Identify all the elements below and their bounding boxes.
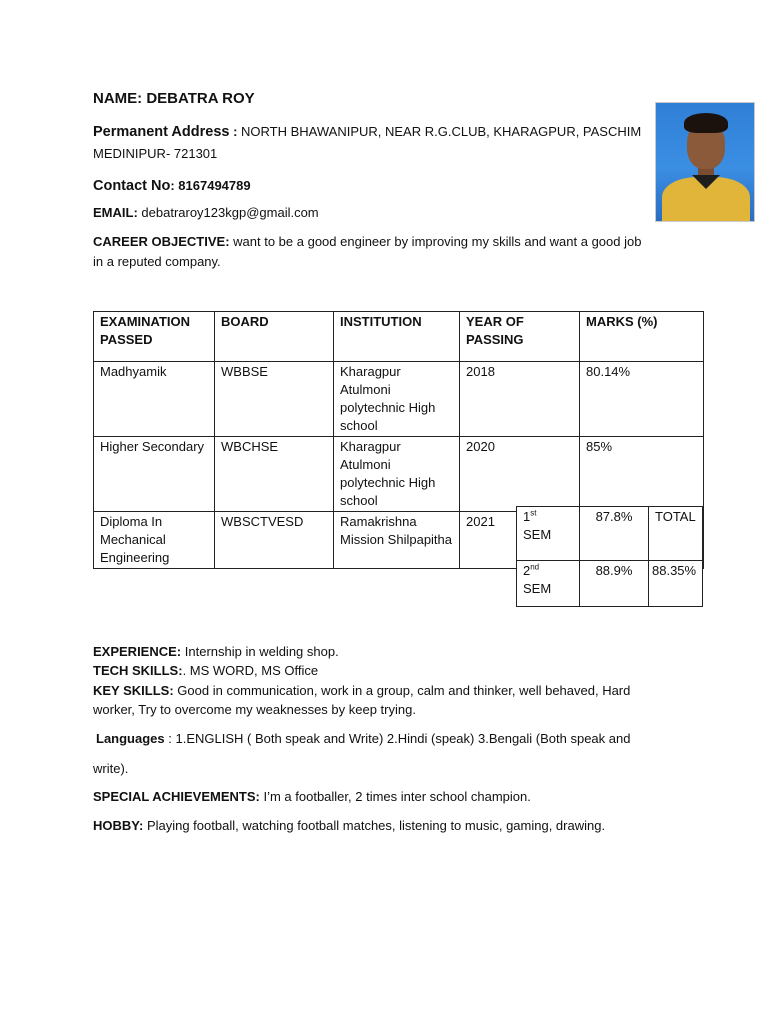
career-line-1	[93, 232, 641, 251]
tech-label: TECH SKILLS:	[93, 663, 183, 678]
contact-line	[93, 176, 251, 196]
address-line1: NORTH BHAWANIPUR, NEAR R.G.CLUB, KHARAGPUR, PASCHIM	[241, 124, 642, 139]
sem2-label-cell	[516, 560, 580, 607]
sem2-marks: 88.9%	[595, 563, 633, 578]
header-marks: MARKS (%)	[580, 312, 704, 362]
experience-value: Internship in welding shop.	[184, 644, 339, 659]
special-label: SPECIAL ACHIEVEMENTS:	[93, 789, 260, 804]
cell-marks: 85%	[580, 437, 704, 512]
sem2-marks-cell	[579, 560, 649, 607]
header-board: BOARD	[215, 312, 334, 362]
cell-board: WBSCTVESD	[215, 512, 334, 569]
cell-board: WBBSE	[215, 362, 334, 437]
cell-year: 2020	[460, 437, 580, 512]
address-label: Permanent Address	[93, 124, 230, 140]
career-line-2: in a reputed company.	[93, 254, 221, 269]
name-label: NAME:	[93, 90, 143, 107]
contact-value: 8167494789	[178, 178, 251, 193]
address-line-2: MEDINIPUR- 721301	[93, 146, 218, 161]
special-value: I’m a footballer, 2 times inter school champion.	[263, 789, 531, 804]
email-value: debatraroy123kgp@gmail.com	[141, 205, 319, 220]
cell-institution: Ramakrishna Mission Shilpapitha	[334, 512, 460, 569]
cell-exam: Madhyamik	[94, 362, 215, 437]
sem2-sem: SEM	[523, 581, 552, 596]
photo-hair	[684, 113, 728, 133]
hobby-label: HOBBY:	[93, 818, 144, 833]
hobby-value: Playing football, watching football matches, listening to music, gaming, drawing.	[146, 818, 606, 833]
sem1-marks-cell	[579, 506, 649, 561]
cell-marks: 80.14%	[580, 362, 704, 437]
tech-value: . MS WORD, MS Office	[182, 663, 319, 678]
key-skills-text-1: Good in communication, work in a group, calm and thinker, well behaved, Hard	[177, 683, 631, 698]
header-year: YEAR OF PASSING	[460, 312, 580, 362]
sem1-num: 1	[523, 509, 531, 524]
languages-line-2: write).	[93, 761, 129, 776]
special-line	[93, 787, 531, 806]
contact-label: Contact No	[93, 178, 171, 194]
name-line	[93, 89, 255, 109]
sem1-label-cell	[516, 506, 580, 561]
cell-board: WBCHSE	[215, 437, 334, 512]
cell-exam: Higher Secondary	[94, 437, 215, 512]
name-value: DEBATRA ROY	[146, 90, 255, 107]
key-skills-line-2: worker, Try to overcome my weaknesses by keep trying.	[93, 702, 416, 717]
experience-line	[93, 642, 339, 661]
languages-label: Languages	[96, 731, 165, 746]
table-header-row	[94, 312, 704, 362]
experience-label: EXPERIENCE:	[93, 644, 182, 659]
header-examination: EXAMINATION PASSED	[94, 312, 215, 362]
key-skills-line-1	[93, 681, 630, 700]
key-skills-label: KEY SKILLS:	[93, 683, 174, 698]
career-text-1: want to be a good engineer by improving my skills and want a good job	[233, 234, 642, 249]
profile-photo	[655, 102, 755, 222]
hobby-line	[93, 816, 605, 835]
total-value: 88.35%	[652, 563, 697, 578]
sem2-sup: nd	[530, 562, 540, 572]
header-institution: INSTITUTION	[334, 312, 460, 362]
sem1-marks: 87.8%	[595, 509, 633, 524]
cell-exam: Diploma In Mechanical Engineering	[94, 512, 215, 569]
table-row	[94, 437, 704, 512]
total-label: TOTAL	[655, 509, 696, 524]
cell-year: 2018	[460, 362, 580, 437]
languages-text-1: : 1.ENGLISH ( Both speak and Write) 2.Hindi (speak) 3.Bengali (Both speak and	[168, 731, 631, 746]
email-line	[93, 203, 319, 222]
tech-line	[93, 661, 318, 680]
address-line-1	[93, 122, 641, 142]
total-value-cell	[648, 560, 703, 607]
address-separator: :	[229, 124, 242, 139]
table-row	[94, 362, 704, 437]
sem1-sup: st	[530, 508, 537, 518]
cell-year-value: 2021	[466, 514, 495, 529]
total-label-cell	[648, 506, 703, 561]
cell-institution: Kharagpur Atulmoni polytechnic High school	[334, 437, 460, 512]
cell-institution: Kharagpur Atulmoni polytechnic High school	[334, 362, 460, 437]
sem2-num: 2	[523, 563, 531, 578]
contact-separator: :	[170, 178, 179, 193]
sem1-sem: SEM	[523, 527, 552, 542]
email-label: EMAIL:	[93, 205, 138, 220]
career-label: CAREER OBJECTIVE:	[93, 234, 230, 249]
languages-line-1	[96, 729, 630, 748]
